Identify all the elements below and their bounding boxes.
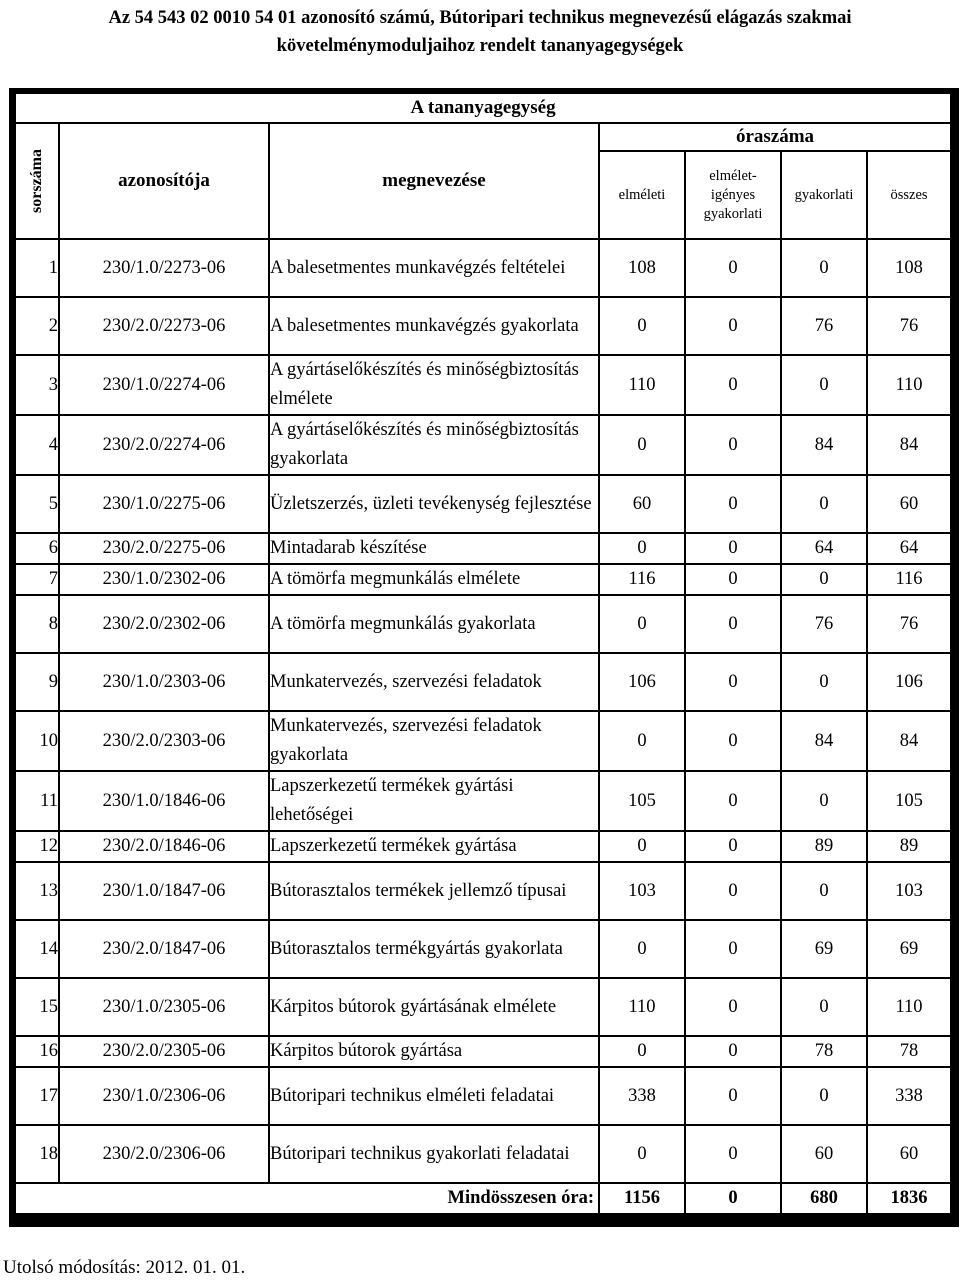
module-name: A tömörfa megmunkálás elmélete: [269, 564, 599, 595]
hours-elmeletigenyes: 0: [685, 355, 781, 415]
curriculum-table: [14, 92, 952, 1215]
hours-elmeletigenyes: 0: [685, 239, 781, 297]
table-row: [15, 533, 951, 564]
hours-elmeleti: 110: [599, 978, 685, 1036]
hours-gyakorlati: 76: [781, 297, 867, 355]
hours-gyakorlati: 0: [781, 475, 867, 533]
table-row: [15, 239, 951, 297]
module-name: A balesetmentes munkavégzés gyakorlata: [269, 297, 599, 355]
hours-elmeleti: 0: [599, 831, 685, 862]
table-row: [15, 564, 951, 595]
row-number: 6: [15, 533, 59, 564]
row-number: 11: [15, 771, 59, 831]
hours-gyakorlati: 84: [781, 711, 867, 771]
total-elmeletigenyes: 0: [685, 1183, 781, 1214]
hours-elmeletigenyes: 0: [685, 1036, 781, 1067]
module-id: 230/2.0/2273-06: [59, 297, 269, 355]
table-row: [15, 355, 951, 415]
table-row: [15, 1067, 951, 1125]
header-elmeletigenyes: elmélet- igényes gyakorlati: [685, 151, 781, 239]
hours-osszes: 60: [867, 1125, 951, 1183]
hours-gyakorlati: 0: [781, 564, 867, 595]
hours-osszes: 110: [867, 978, 951, 1036]
hours-osszes: 110: [867, 355, 951, 415]
header-elmeleti: elméleti: [599, 151, 685, 239]
module-name: Munkatervezés, szervezési feladatok: [269, 653, 599, 711]
hours-elmeletigenyes: 0: [685, 920, 781, 978]
hours-gyakorlati: 0: [781, 1067, 867, 1125]
title-line-1: Az 54 543 02 0010 54 01 azonosító számú, Bútoripari technikus megnevezésű elágazás szakmai: [108, 8, 852, 28]
module-id: 230/1.0/2303-06: [59, 653, 269, 711]
hours-osszes: 338: [867, 1067, 951, 1125]
hours-osszes: 60: [867, 475, 951, 533]
module-id: 230/1.0/2274-06: [59, 355, 269, 415]
hours-elmeletigenyes: 0: [685, 978, 781, 1036]
hours-elmeletigenyes: 0: [685, 533, 781, 564]
header-osszes: összes: [867, 151, 951, 239]
hours-elmeletigenyes: 0: [685, 475, 781, 533]
hours-osszes: 105: [867, 771, 951, 831]
hours-osszes: 64: [867, 533, 951, 564]
table-row: [15, 920, 951, 978]
table-row: [15, 297, 951, 355]
module-name: Kárpitos bútorok gyártásának elmélete: [269, 978, 599, 1036]
module-name: Munkatervezés, szervezési feladatok gyakorlata: [269, 711, 599, 771]
table-row: [15, 831, 951, 862]
module-name: A balesetmentes munkavégzés feltételei: [269, 239, 599, 297]
module-id: 230/1.0/1846-06: [59, 771, 269, 831]
hours-gyakorlati: 89: [781, 831, 867, 862]
table-row: [15, 1036, 951, 1067]
header-oraszama: óraszáma: [599, 123, 951, 151]
hours-elmeletigenyes: 0: [685, 1067, 781, 1125]
hours-elmeleti: 60: [599, 475, 685, 533]
row-number: 17: [15, 1067, 59, 1125]
hours-osszes: 84: [867, 415, 951, 475]
table-row: [15, 711, 951, 771]
row-number: 2: [15, 297, 59, 355]
header-sorszama: sorszáma: [15, 123, 59, 239]
hours-elmeletigenyes: 0: [685, 862, 781, 920]
hours-osszes: 84: [867, 711, 951, 771]
hours-elmeleti: 105: [599, 771, 685, 831]
module-name: Üzletszerzés, üzleti tevékenység fejlesztése: [269, 475, 599, 533]
hours-gyakorlati: 69: [781, 920, 867, 978]
hours-elmeletigenyes: 0: [685, 564, 781, 595]
module-id: 230/1.0/1847-06: [59, 862, 269, 920]
table-row: [15, 595, 951, 653]
total-label: Mindösszesen óra:: [15, 1183, 599, 1214]
hours-elmeletigenyes: 0: [685, 415, 781, 475]
group-header: A tananyagegység: [15, 93, 951, 123]
hours-elmeleti: 110: [599, 355, 685, 415]
header-megnevezese: megnevezése: [269, 123, 599, 239]
hours-osszes: 76: [867, 595, 951, 653]
hours-elmeletigenyes: 0: [685, 831, 781, 862]
row-number: 9: [15, 653, 59, 711]
hours-gyakorlati: 78: [781, 1036, 867, 1067]
header-azonositoja: azonosítója: [59, 123, 269, 239]
module-id: 230/1.0/2306-06: [59, 1067, 269, 1125]
hours-osszes: 89: [867, 831, 951, 862]
module-id: 230/1.0/2302-06: [59, 564, 269, 595]
module-name: Mintadarab készítése: [269, 533, 599, 564]
module-id: 230/1.0/2305-06: [59, 978, 269, 1036]
row-number: 18: [15, 1125, 59, 1183]
module-name: A gyártáselőkészítés és minőségbiztosítás gyakorlata: [269, 415, 599, 475]
table-row: [15, 1125, 951, 1183]
module-id: 230/2.0/2303-06: [59, 711, 269, 771]
row-number: 16: [15, 1036, 59, 1067]
hours-elmeletigenyes: 0: [685, 711, 781, 771]
module-id: 230/2.0/2305-06: [59, 1036, 269, 1067]
hours-osszes: 108: [867, 239, 951, 297]
hours-elmeletigenyes: 0: [685, 1125, 781, 1183]
row-number: 15: [15, 978, 59, 1036]
hours-elmeleti: 338: [599, 1067, 685, 1125]
hours-gyakorlati: 0: [781, 355, 867, 415]
hours-elmeleti: 0: [599, 711, 685, 771]
table-row: [15, 771, 951, 831]
row-number: 12: [15, 831, 59, 862]
last-modified-note: Utolsó módosítás: 2012. 01. 01.: [3, 1257, 246, 1278]
hours-gyakorlati: 76: [781, 595, 867, 653]
hours-elmeleti: 116: [599, 564, 685, 595]
row-number: 10: [15, 711, 59, 771]
hours-elmeleti: 0: [599, 1125, 685, 1183]
document-title: [0, 4, 960, 60]
module-name: A tömörfa megmunkálás gyakorlata: [269, 595, 599, 653]
hours-elmeleti: 0: [599, 595, 685, 653]
hours-elmeletigenyes: 0: [685, 595, 781, 653]
hours-elmeletigenyes: 0: [685, 297, 781, 355]
hours-gyakorlati: 60: [781, 1125, 867, 1183]
hours-elmeletigenyes: 0: [685, 653, 781, 711]
module-id: 230/2.0/1847-06: [59, 920, 269, 978]
hours-gyakorlati: 0: [781, 653, 867, 711]
module-name: A gyártáselőkészítés és minőségbiztosítás elmélete: [269, 355, 599, 415]
hours-osszes: 116: [867, 564, 951, 595]
hours-elmeleti: 0: [599, 1036, 685, 1067]
table-row: [15, 415, 951, 475]
module-name: Bútorasztalos termékek jellemző típusai: [269, 862, 599, 920]
hours-gyakorlati: 0: [781, 978, 867, 1036]
module-id: 230/2.0/2275-06: [59, 533, 269, 564]
total-elmeleti: 1156: [599, 1183, 685, 1214]
hours-osszes: 103: [867, 862, 951, 920]
row-number: 4: [15, 415, 59, 475]
hours-elmeleti: 103: [599, 862, 685, 920]
module-id: 230/1.0/2273-06: [59, 239, 269, 297]
hours-elmeletigenyes: 0: [685, 771, 781, 831]
hours-elmeleti: 0: [599, 920, 685, 978]
hours-elmeleti: 0: [599, 533, 685, 564]
module-id: 230/2.0/2302-06: [59, 595, 269, 653]
row-number: 14: [15, 920, 59, 978]
table-row: [15, 653, 951, 711]
hours-elmeleti: 108: [599, 239, 685, 297]
module-name: Bútoripari technikus elméleti feladatai: [269, 1067, 599, 1125]
hours-gyakorlati: 84: [781, 415, 867, 475]
row-number: 7: [15, 564, 59, 595]
module-id: 230/2.0/1846-06: [59, 831, 269, 862]
hours-elmeleti: 0: [599, 297, 685, 355]
hours-gyakorlati: 0: [781, 771, 867, 831]
hours-osszes: 106: [867, 653, 951, 711]
total-row: [15, 1183, 951, 1214]
hours-gyakorlati: 0: [781, 239, 867, 297]
module-name: Lapszerkezetű termékek gyártása: [269, 831, 599, 862]
table-row: [15, 862, 951, 920]
hours-osszes: 69: [867, 920, 951, 978]
row-number: 3: [15, 355, 59, 415]
hours-elmeleti: 0: [599, 415, 685, 475]
module-name: Lapszerkezetű termékek gyártási lehetőségei: [269, 771, 599, 831]
hours-gyakorlati: 0: [781, 862, 867, 920]
total-osszes: 1836: [867, 1183, 951, 1214]
row-number: 13: [15, 862, 59, 920]
row-number: 8: [15, 595, 59, 653]
module-name: Bútorasztalos termékgyártás gyakorlata: [269, 920, 599, 978]
row-number: 1: [15, 239, 59, 297]
module-id: 230/2.0/2306-06: [59, 1125, 269, 1183]
title-line-2: követelménymoduljaihoz rendelt tananyagegységek: [276, 36, 684, 56]
hours-elmeleti: 106: [599, 653, 685, 711]
table-row: [15, 978, 951, 1036]
module-id: 230/1.0/2275-06: [59, 475, 269, 533]
table-row: [15, 475, 951, 533]
hours-gyakorlati: 64: [781, 533, 867, 564]
row-number: 5: [15, 475, 59, 533]
module-id: 230/2.0/2274-06: [59, 415, 269, 475]
header-gyakorlati: gyakorlati: [781, 151, 867, 239]
total-gyakorlati: 680: [781, 1183, 867, 1214]
module-name: Bútoripari technikus gyakorlati feladatai: [269, 1125, 599, 1183]
hours-osszes: 76: [867, 297, 951, 355]
module-name: Kárpitos bútorok gyártása: [269, 1036, 599, 1067]
hours-osszes: 78: [867, 1036, 951, 1067]
